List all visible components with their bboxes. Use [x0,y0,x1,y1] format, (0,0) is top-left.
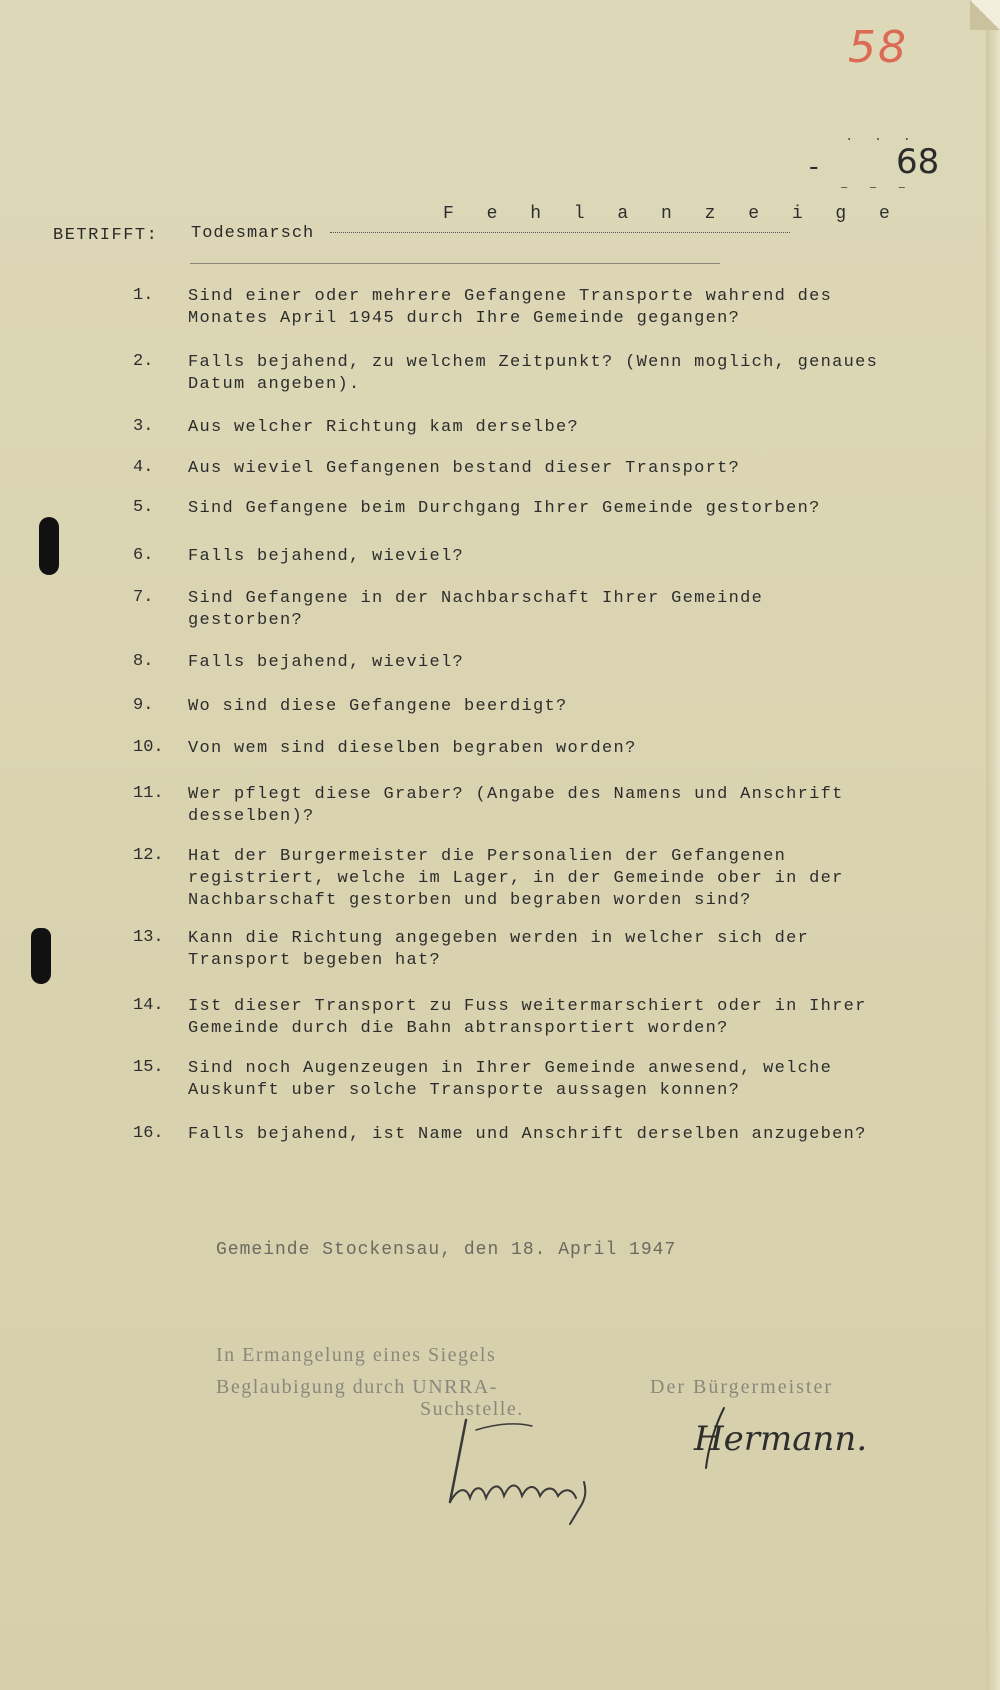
mayor-signature-text: Hermann. [694,1419,868,1459]
question-text: Wer pflegt diese Graber? (Angabe des Namens und Anschrift desselben)? [188,785,844,826]
question-text: Falls bejahend, wieviel? [188,547,465,566]
question-number: 4. [133,458,154,477]
question-number: 9. [133,696,154,715]
question-text: Von wem sind dieselben begraben worden? [188,739,637,758]
question-text: Kann die Richtung angegeben werden in welcher sich der Transport begeben hat? [188,929,810,970]
question-text: Sind noch Augenzeugen in Ihrer Gemeinde anwesend, welche Auskunft uber solche Transporte aussagen konnen? [188,1059,833,1100]
question-text: Ist dieser Transport zu Fuss weitermarschiert oder in Ihrer Gemeinde durch die Bahn abtransportiert worden? [188,997,867,1038]
question-number: 13. [133,928,164,947]
place-date: Gemeinde Stockensau, den 18. April 1947 [216,1240,677,1260]
certification-note-line: Suchstelle. [420,1398,524,1420]
question-number: 11. [133,784,164,803]
question-number: 7. [133,588,154,607]
punch-hole [39,517,59,575]
page-number-dots-bottom: – – – [840,180,913,196]
question-number: 6. [133,546,154,565]
page-number-dots-top: · · · [845,132,918,148]
mayor-title: Der Bürgermeister [650,1376,834,1398]
question-number: 1. [133,286,154,305]
certification-note-line: In Ermangelung eines Siegels [216,1344,497,1366]
question-number: 15. [133,1058,164,1077]
question-text: Hat der Burgermeister die Personalien der Gefangenen registriert, welche im Lager, in der Gemeinde ober in der Nachbarschaft gestorben und begraben worden sind? [188,847,844,910]
question-number: 8. [133,652,154,671]
question-text: Falls bejahend, wieviel? [188,653,465,672]
nil-return-stamp: F e h l a n z e i g e [443,204,901,224]
question-number: 3. [133,417,154,436]
question-number: 5. [133,498,154,517]
question-text: Aus wieviel Gefangenen bestand dieser Transport? [188,459,741,478]
page-number: 68 [896,142,940,182]
archive-number: 58 [848,22,908,73]
question-number: 2. [133,352,154,371]
punch-hole [31,928,51,984]
certification-note-line: Beglaubigung durch UNRRA- [216,1376,498,1398]
subject-value: Todesmarsch [191,224,315,243]
official-signature [436,1390,626,1530]
question-text: Falls bejahend, ist Name und Anschrift derselben anzugeben? [188,1125,867,1144]
question-number: 12. [133,846,164,865]
question-text: Sind Gefangene beim Durchgang Ihrer Gemeinde gestorben? [188,499,821,518]
mayor-signature [684,1398,884,1478]
subject-label: BETRIFFT: [53,226,159,245]
question-text: Sind Gefangene in der Nachbarschaft Ihrer Gemeinde gestorben? [188,589,764,630]
question-text: Aus welcher Richtung kam derselbe? [188,418,580,437]
question-number: 10. [133,738,164,757]
question-text: Sind einer oder mehrere Gefangene Transporte wahrend des Monates April 1945 durch Ihre Gemeinde gegangen? [188,287,833,328]
question-text: Falls bejahend, zu welchem Zeitpunkt? (Wenn moglich, genaues Datum angeben). [188,353,879,394]
question-text: Wo sind diese Gefangene beerdigt? [188,697,568,716]
question-number: 14. [133,996,164,1015]
question-number: 16. [133,1124,164,1143]
page-number-dash: - [806,153,822,183]
